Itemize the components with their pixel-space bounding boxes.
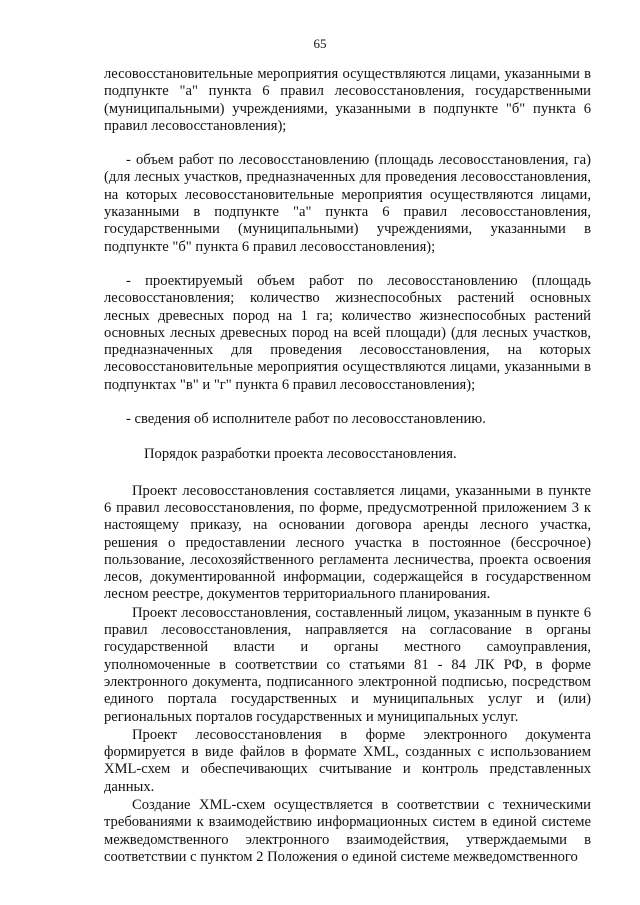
paragraph-project-preparation: Проект лесовосстановления составляется лицами, указанными в пункте 6 правил лесовосстановления, по форме, предусмотренной приложением 3 к настоящему приказу, на основании договора аренды лесного участка, решения о предоставлении лесного участка в постоянное (бессрочное) пользование, лесохозяйственного регламента лесничества, проекта освоения лесов, документированной информации, содержащейся в государственном лесном реестре, документов территориального планирования. <box>104 482 591 603</box>
list-item-projected-volume: - проектируемый объем работ по лесовосстановлению (площадь лесовосстановления; количество жизнеспособных растений основных лесных древесных пород на 1 га; количество жизнеспособных растений основных лесных древесных пород на всей площади) (для лесных участков, предназначенных для проведения лесовосстановления, на которых лесовосстановительные мероприятия осуществляются лицами, указанными в подпунктах "в" и "г" пункта 6 правил лесовосстановления); <box>104 272 591 393</box>
list-item-work-volume: - объем работ по лесовосстановлению (площадь лесовосстановления, га) (для лесных участков, предназначенных для проведения лесовосстановления, на которых лесовосстановительные мероприятия осуществляются лицами, указанными в подпункте "а" пункта 6 правил лесовосстановления, государственными (муниципальными) учреждениями, указанными в подпункте "б" пункта 6 правил лесовосстановления); <box>104 152 591 255</box>
paragraph-continuation: лесовосстановительные мероприятия осуществляются лицами, указанными в подпункте "а" пункта 6 правил лесовосстановления, государственными (муниципальными) учреждениями, указанными в подпункте "б" пункта 6 правил лесовосстановления); <box>104 66 591 134</box>
document-body <box>104 66 591 866</box>
paragraph-project-approval: Проект лесовосстановления, составленный лицом, указанным в пункте 6 правил лесовосстановления, направляется на согласование в органы государственной власти и органы местного самоуправления, уполномоченные в соответствии со статьями 81 - 84 ЛК РФ, в форме электронного документа, подписанного электронной подписью, посредством единого портала государственных и муниципальных услуг и (или) региональных порталов государственных и муниципальных услуг. <box>104 604 591 725</box>
paragraph-xml-format: Проект лесовосстановления в форме электронного документа формируется в виде файлов в формате XML, созданных с использованием XML-схем и обеспечивающих считывание и контроль представленных данных. <box>104 726 591 795</box>
page-number: 65 <box>313 36 327 51</box>
list-item-contractor-info: - сведения об исполнителе работ по лесовосстановлению. <box>126 411 486 428</box>
section-heading: Порядок разработки проекта лесовосстановления. <box>144 446 457 463</box>
paragraph-xml-schemas: Создание XML-схем осуществляется в соответствии с техническими требованиями к взаимодействию информационных систем в единой системе межведомственного электронного взаимодействия, утверждаемыми в соответствии с пунктом 2 Положения о единой системе межведомственного <box>104 796 591 865</box>
